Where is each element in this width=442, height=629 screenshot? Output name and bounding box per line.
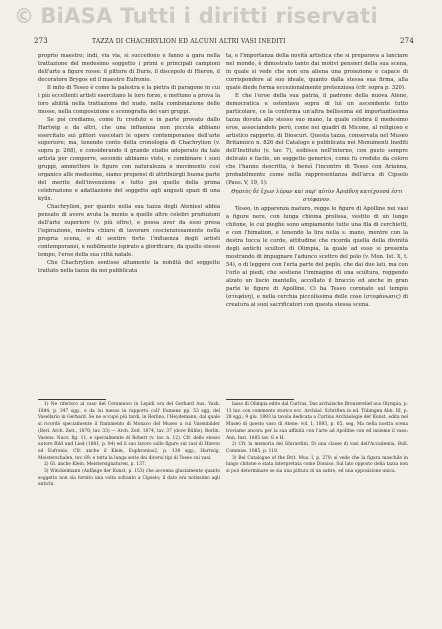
footnote-rule-right [226, 399, 294, 400]
footnote: 3) Bel Catalogue of the Brit. Mus. I, p. 279: si vede che la figura maschile in lungo chitone e stata interpretata come Dioniso. Sul lato opposto della tazza non si può determinare se sia una pittura di un satiro, ed una opposizione unica. [226, 455, 408, 475]
right-footnotes [226, 402, 408, 476]
paragraph: Teseo, in apparenza maturo, regge le figure di Apolline nei vasi a figure nere, con lunga chioma prolissa, vestito di un lungo chitone, le cui pieghe sono ampiamente tutte una fila di cerchietti, e con l'himation, e tenendo la lira nella s. mano, mentre con la destra tocca le corde, attitudine che ricorda quella della divinità degli antichi scultori di Olimpia, la quale ad esso si presenta mostrando di impugnare l'adunco scettro del polo (v. Mon. Ist. X, t. 54), o di leggere con l'erta parte del peplo, che dai due lati, ma con l'orlo ai piedi, che sostiene l'immagine di una scultura, reggendo alzato un liscio mantello, accollato il braccio ed anche in gran parte le figure di Apolline. Ci ha Teseo coronato sul tempio (στεφάνη), e nella cerchia piccolissima delle cose (στεφάνωσις) di creatura ai suoi sacrificatori con questa stessa scena. [226, 206, 408, 308]
footnote: 3) Winckelmann (Anfänge der Kunst, p. 153) che accenna giustamente quanto soggetto non sia fornito una volta soltanto a Cipselo; il dato era notissimo agli antichi. [38, 469, 220, 488]
paragraph: Che Chachrylion sentisse altamente la nobiltà del soggetto trattato nella tazza da noi pubblicata [38, 259, 220, 274]
page-number-right: 274 [400, 37, 414, 45]
paragraph: Se poi crediamo, come fu creduto e in parte provato dallo Hartwig e da altri, che una influenza non piccola abbiano esercitato sui pittori vascolari le opere contemporanee dell'arte superiore; ma, tenendo conto della cronologia di Chachrylion (v. sopra p. 268), e considerando il grande studio adoperato da tale artista per comporre, secondo abbiamo visto, e combinare i suoi gruppi, ammettere le figure con naturalezza e movimento così organico alle medesime, siamo propensi di attribuirgli buona parte del merito dell'invenzione e tutto poi quello della prima celebrazione e adattazione del soggetto agli angusti spazi di una kylix. [38, 116, 220, 203]
left-text-column [38, 53, 220, 276]
copyright-symbol: © [14, 4, 35, 28]
left-footnotes [38, 402, 220, 489]
paragraph: Chachrylion, per quanto nella sua tazza degli Ateniesi abbia pensato di avere avuta la mente a quelle altre celebri produzioni dell'arte superiore (v. più oltre), e possa aver da esso presa l'ispirazione, mostra chiaro di lavorare coscienziosamente nella propria scena, e di sentire forte l'influenza degli artisti contemporanei, e nobilmente ispirato a glorificare, da quello stesso tempo, l'eroe della sua città natale. [38, 204, 220, 258]
footnote: lasso di Olimpia edito dal Curtius, Das archaische Bronzerelief aus Olympia, p. 13 tav. con commento storico ecc. Archäol. Schriften in ed. Tübingen Abh. III, p. 28 sgg.; 9 giu. 1893 la tavola dedicata a Curtius Archäologie der Kunst, edita nel Museo di questo vaso di Atene: vol. I, 1893, p. 65, seg. Ma nella nostra scena troviamo ancora per la sua affinità con l'arte ad Apolline con ed insieme il vaso: Ann. Inst. 1885 tav. G e H. [226, 402, 408, 441]
paragraph: E che l'eroe della sua patria, il padrone della nuova Atene, democratica e ostentava sopra di lui un ascendente tutto particolare, ce la conferma un'altra bellissima ed importantissima tazza dovuta allo stesso suo mano, la quale celebra il medesimo eroe, associandolo però, come nei quadri di Micone, al religioso e artistico rapporto, di Dioscuri. Questa tazza, conservata nel Museo Britannico n. 826 del Catalogo e pubblicata nei Monumenti Inediti dell'Instituto (v. tav. 7), esibisce nell'interno, con gusto sempre delicato e facile, un soggetto generico, come fu creduto da coloro che l'hanno descritta, è bensì l'incontro di Teseo con Arianna, probabilmente come nella rappresentanza dell'arca di Cipselo (Paus. V, 19, 1): [226, 92, 408, 187]
page-number-left: 273 [34, 37, 48, 45]
paragraph: proprio maestro; indi, via via, si succedono e fanno a gara nella trattazione del medesimo soggetto i primi e principali campioni dell'arte a figure rosse: il pittore di Duris, il discepolo di Hieron, il decoratore Brygos ed il maestro Eufronio. [38, 53, 220, 83]
footnote-rule-left [38, 399, 106, 400]
footnote: 1) Ne riferisco al vaso del Cerameico in Lepidi ora del Gerhard Aus. Vasb. 1884, p. 347 sgg., e da lui messo in rapporto coll' Eumene pp. 53 sgg. del Vasellario in Gerhard. Se ne occupò più tardi, in Berlino, l'Heydemann, dal quale si ricordò specialmente il frammento di Monaco del Museo a cui Vasenbilder (Berl. Arch. Zeit., 1870, tav. 33) — Arch. Zeit. 1874, tav. 37 (dove Rühle), Berlin. Vasens. Nuov. fig. 11, e specialmente di Robert (v. tav. n. 12). Cfr. dello stesso autore Bild und Lied (1881, p. 84) ed il suo lavoro sulle figure sui vasi di Hieron ed Eufronio. Cfr. anche il Klein, Euphronios2, p. 139 sgg.; Hartwig, Meisterschalen, tav. 69; e tutta la lunga serie dei diversi tipi di Teseo sui vasi. [38, 402, 220, 461]
paragraph: ta, e l'importanza della novità artistica che si preparava a lanciare nel mondo, è dimostrato tanto dai motivi pensieri della sua scena, in quale si vede che non era aliena una proiezione e capace di corrispondere al suo ideale, quanto dalla stessa sua firma, alla quale diede forma eccezionalmente pretenziosa (cfr. sopra p. 320). [226, 53, 408, 91]
paragraph: Il mito di Teseo è come la palestra e la pietra di paragone in cui i più eccellenti artisti esercitano le loro forze, e mettono a prova la loro abilità nella trattazione del nudo, nella combinazione delle mosse, nella composizione e scenografia dei vari gruppi. [38, 84, 220, 115]
right-text-column [226, 53, 408, 310]
footnote: 2) Gl. anche Klein, Meistersignaturen, p. 137. [44, 462, 147, 468]
greek-quotation: Θησεὺς δὲ ἔχων λύραν καὶ παρ' αὐτὸν Ἀριάδνη κατέχουσά ἐστι στέφανον. [231, 189, 403, 204]
running-title: TAZZA DI CHACHRYLION ED ALCUNI ALTRI VASI INEDITI [92, 38, 286, 45]
footnote: 2) Cfr. la memoria del Ghirardini, Di una classe di vasi dell'Accademia, Bull. Commiss. 1885, p. 118. [226, 442, 408, 454]
running-header [34, 37, 414, 49]
watermark-text: BiASA Tutti i diritti riservati [40, 4, 378, 28]
copyright-watermark [14, 4, 434, 28]
